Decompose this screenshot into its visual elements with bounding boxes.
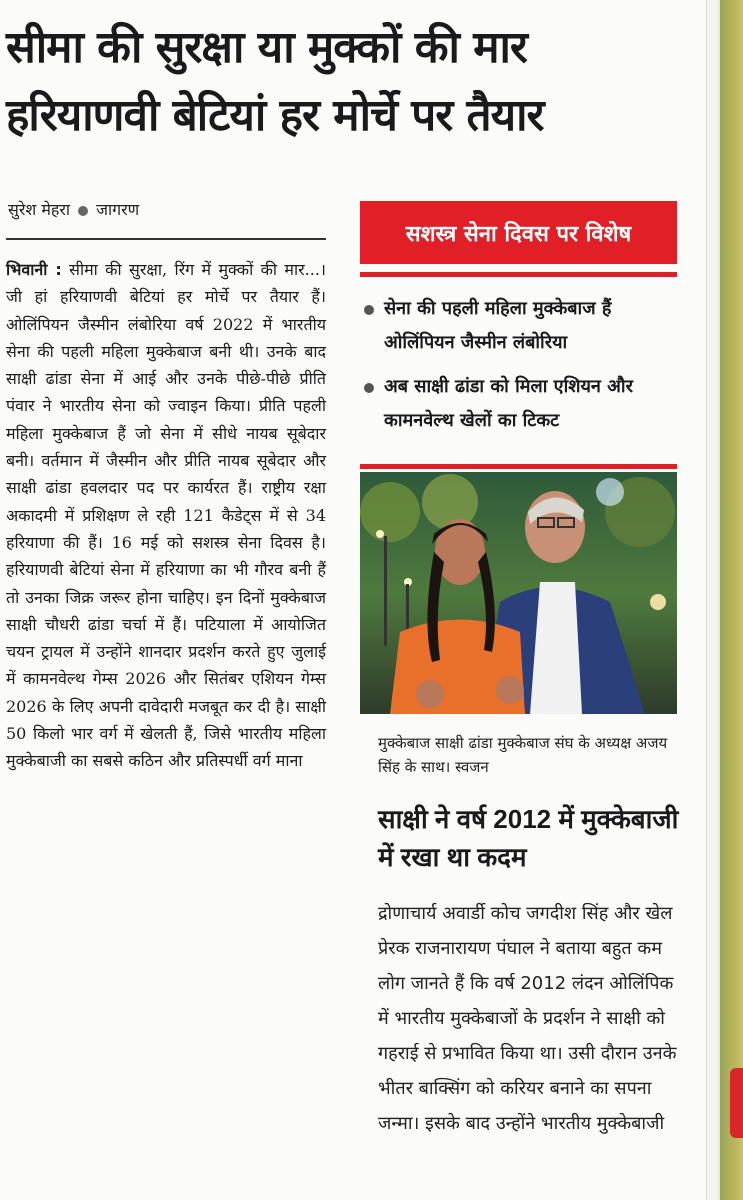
- red-rule: [360, 272, 677, 277]
- highlights-list: [360, 292, 680, 448]
- bullet-icon: [364, 305, 374, 315]
- byline: [8, 198, 139, 220]
- sidebar-subheading: साक्षी ने वर्ष 2012 में मुक्केबाजी में रखा था कदम: [378, 804, 679, 872]
- photo-caption: मुक्केबाज साक्षी ढांडा मुक्केबाज संघ के अध्यक्ष अजय सिंह के साथ। स्वजन: [378, 734, 668, 776]
- headline-line-1: सीमा की सुरक्षा या मुक्कों की मार: [6, 22, 527, 73]
- adjacent-page-red-tab: [730, 1068, 743, 1138]
- boxers-photo-illustration: [360, 472, 677, 714]
- special-label: सशस्त्र सेना दिवस पर विशेष: [360, 201, 677, 264]
- byline-separator-dot: [78, 206, 88, 216]
- article-photo: [360, 472, 677, 714]
- bullet-icon: [364, 383, 374, 393]
- article-body: [6, 256, 326, 775]
- adjacent-page-edge: [718, 0, 743, 1200]
- highlight-item: [360, 370, 680, 438]
- highlight-text: अब साक्षी ढांडा को मिला एशियन और कामनवेल्थ खेलों का टिकट: [384, 376, 633, 431]
- article-body-text: सीमा की सुरक्षा, रिंग में मुक्कों की मार...। जी हां हरियाणवी बेटियां हर मोर्चे पर तैयार हैं। ओलिंपियन जैस्मीन लंबोरिया वर्ष 2022 में भारतीय सेना की पहली महिला मुक्केबाज बनी थी। उनके बाद साक्षी ढांडा सेना में आई और उनके पीछे-पीछे प्रीति पंवार ने भारतीय सेना को ज्वाइन किया। प्रीति पहली महिला मुक्केबाज हैं जो सेना में सीधे नायब सूबेदार बनी। वर्तमान में जैस्मीन और प्रीति नायब सूबेदार और साक्षी ढांडा हवलदार पद पर कार्यरत हैं। राष्ट्रीय रक्षा अकादमी में प्रशिक्षण ले रही 121 कैडेट्स में से 34 हरियाणा की हैं। 16 मई को सशस्त्र सेना दिवस है। हरियाणवी बेटियां सेना में हरियाणा का भी गौरव बनी हैं तो उनका जिक्र जरूर होना चाहिए। इन दिनों मुक्केबाज साक्षी चौधरी ढांडा चर्चा में हैं। पटियाला में आयोजित चयन ट्रायल में उन्होंने शानदार प्रदर्शन करते हुए जुलाई में कामनवेल्थ गेम्स 2026 और सितंबर एशियन गेम्स 2026 के लिए अपनी दावेदारी मजबूत कर दी है। साक्षी 50 किलो भार वर्ग में खेलती हैं, जिसे भारतीय महिला मुक्केबाजी का सबसे कठिन और प्रतिस्पर्धी वर्ग माना: [6, 260, 326, 771]
- headline-line-2: हरियाणवी बेटियां हर मोर्चे पर तैयार: [6, 90, 544, 141]
- photo-top-rule: [360, 464, 677, 469]
- sidebar-body: द्रोणाचार्य अवार्डी कोच जगदीश सिंह और खेल प्रेरक राजनारायण पंघाल ने बताया बहुत कम लोग जानते हैं कि वर्ष 2012 लंदन ओलिंपिक में भारतीय मुक्केबाजों के प्रदर्शन ने साक्षी को गहराई से प्रभावित किया था। उसी दौरान उनके भीतर बाक्सिंग को करियर बनाने का सपना जन्मा। इसके बाद उन्होंने भारतीय मुक्केबाजी: [378, 903, 677, 1134]
- byline-rule: [6, 238, 326, 240]
- dateline: भिवानी :: [6, 260, 62, 279]
- headline: [6, 14, 696, 150]
- highlight-text: सेना की पहली महिला मुक्केबाज हैं ओलिंपियन जैस्मीन लंबोरिया: [384, 298, 612, 353]
- byline-source: जागरण: [96, 200, 140, 219]
- highlight-item: [360, 292, 680, 360]
- byline-author: सुरेश मेहरा: [8, 200, 71, 219]
